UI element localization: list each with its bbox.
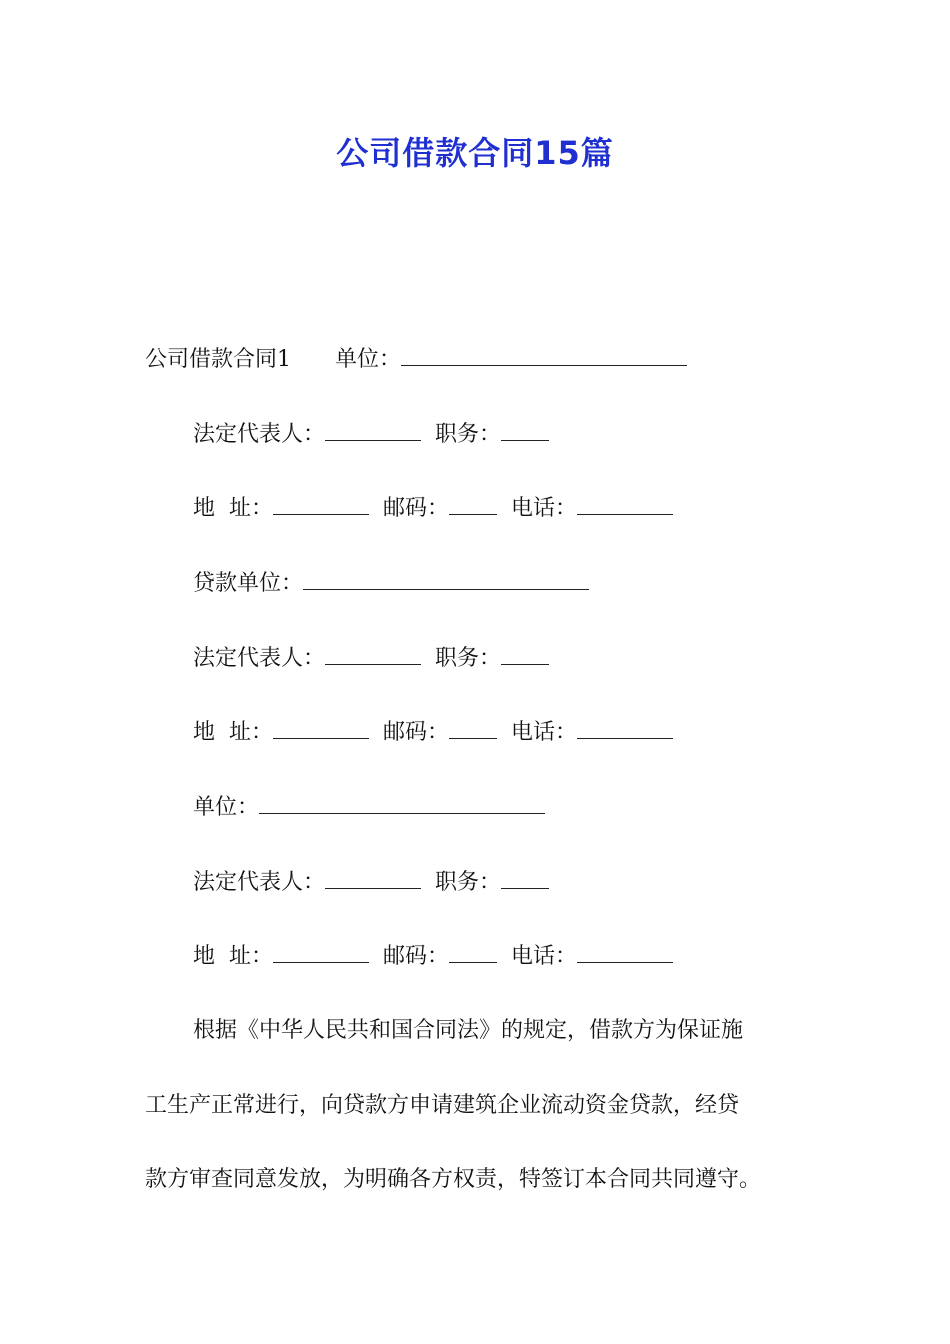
postcode-blank <box>449 942 497 963</box>
position-blank <box>501 868 549 889</box>
address-label: 地 址： <box>193 944 273 969</box>
address-label: 地 址： <box>193 496 273 521</box>
position-label: 职务： <box>435 870 502 895</box>
phone-label: 电话： <box>511 496 578 521</box>
address-row <box>193 942 673 971</box>
address-blank <box>273 494 369 515</box>
contract-heading-row <box>145 345 687 374</box>
lender-unit-row <box>193 569 589 598</box>
postcode-label: 邮码： <box>383 496 450 521</box>
unit-label: 单位： <box>335 347 402 372</box>
phone-label: 电话： <box>511 720 578 745</box>
legal-rep-blank <box>325 868 421 889</box>
address-row <box>193 718 673 747</box>
unit-blank <box>259 793 545 814</box>
legal-rep-row <box>193 420 549 449</box>
phone-blank <box>577 718 673 739</box>
body-paragraph-line-3: 款方审查同意发放，为明确各方权责，特签订本合同共同遵守。 <box>145 1167 762 1192</box>
address-blank <box>273 718 369 739</box>
phone-label: 电话： <box>511 944 578 969</box>
legal-rep-label: 法定代表人： <box>193 870 326 895</box>
legal-rep-label: 法定代表人： <box>193 422 326 447</box>
postcode-blank <box>449 718 497 739</box>
legal-rep-blank <box>325 420 421 441</box>
legal-rep-label: 法定代表人： <box>193 646 326 671</box>
unit-label: 单位： <box>193 795 260 820</box>
legal-rep-row <box>193 644 549 673</box>
unit-row <box>193 793 545 822</box>
lender-unit-blank <box>303 569 589 590</box>
position-blank <box>501 644 549 665</box>
phone-blank <box>577 942 673 963</box>
postcode-label: 邮码： <box>383 720 450 745</box>
phone-blank <box>577 494 673 515</box>
position-label: 职务： <box>435 422 502 447</box>
unit-blank <box>401 345 687 366</box>
body-paragraph-line-2: 工生产正常进行，向贷款方申请建筑企业流动资金贷款，经贷 <box>145 1093 740 1118</box>
address-label: 地 址： <box>193 720 273 745</box>
position-blank <box>501 420 549 441</box>
legal-rep-row <box>193 868 549 897</box>
document-title: 公司借款合同15篇 <box>336 134 614 172</box>
address-row <box>193 494 673 523</box>
body-paragraph-line-1: 根据《中华人民共和国合同法》的规定，借款方为保证施 <box>193 1018 744 1043</box>
lender-unit-label: 贷款单位： <box>193 571 304 596</box>
postcode-blank <box>449 494 497 515</box>
contract-number-label: 公司借款合同1 <box>145 347 291 372</box>
legal-rep-blank <box>325 644 421 665</box>
postcode-label: 邮码： <box>383 944 450 969</box>
address-blank <box>273 942 369 963</box>
position-label: 职务： <box>435 646 502 671</box>
